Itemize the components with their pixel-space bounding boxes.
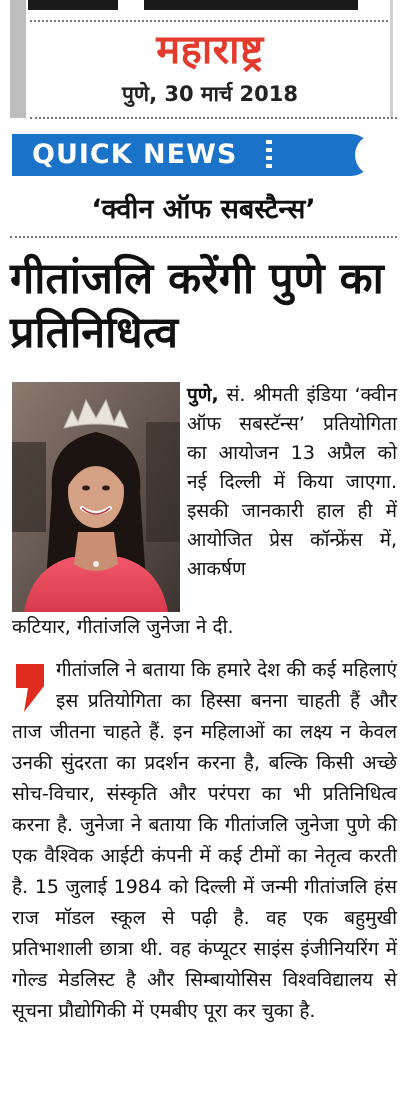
dotted-rule-kicker: [10, 236, 397, 238]
masthead-strip: [28, 0, 358, 10]
right-gray-rule: [390, 0, 393, 118]
quick-news-banner: [12, 134, 372, 176]
page-dateline: पुणे, 30 मार्च 2018: [121, 82, 299, 106]
left-gray-rule: [10, 0, 26, 118]
quick-news-label: QUICK NEWS: [32, 139, 238, 170]
article-headline: गीतांजलि करेंगी पुणे का प्रतिनिधित्व: [10, 254, 384, 358]
article-intro-continued: कटियार, गीतांजलि जुनेजा ने दी.: [12, 616, 234, 638]
article-intro-text: सं. श्रीमती इंडिया ‘क्वीन ऑफ सबस्टॅन्स’ प्रतियोगिता का आयोजन 13 अप्रैल को नई दिल्ली में किया जाएगा. इसकी जानकारी हाल ही में आयोजित प्रेस कॉन्फ्रेंस में, आकर्षण: [187, 384, 397, 580]
dotted-rule-header: [30, 117, 397, 119]
portrait-illustration: [12, 382, 180, 612]
article-kicker: ‘क्वीन ऑफ सबस्टैन्स’: [91, 194, 316, 225]
article-intro: [187, 381, 397, 584]
article-dateline: पुणे,: [187, 384, 219, 406]
section-title: महाराष्ट्र: [156, 27, 264, 73]
portrait-photo: [12, 382, 180, 612]
dotted-rule-top: [30, 20, 388, 22]
banner-dots-icon: [266, 140, 272, 170]
banner-cap: [355, 134, 397, 176]
article-body: गीतांजलि ने बताया कि हमारे देश की कई महिलाएं इस प्रतियोगिता का हिस्सा बनना चाहती हैं और ताज जीतना चाहते हैं. इन महिलाओं का लक्ष्य न केवल उनकी सुंदरता का प्रदर्शन करना है, बल्कि किसी अच्छे सोच-विचार, संस्कृति और परंपरा का भी प्रतिनिधित्व करना है. जुनेजा ने बताया कि गीतांजलि जुनेजा पुणे की एक वैश्विक आईटी कंपनी में कई टीमों का नेतृत्व करती है. 15 जुलाई 1984 को दिल्ली में जन्मी गीतांजलि हंस राज मॉडल स्कूल से पढ़ी है. वह एक बहुमुखी प्रतिभाशाली छात्रा थी. वह कंप्यूटर साइंस इंजीनियरिंग में गोल्ड मेडलिस्ट है और सिम्बायोसिस विश्वविद्यालय से सूचना प्रौद्योगिकी में एमबीए पूरा कर चुका है.: [12, 659, 397, 1022]
